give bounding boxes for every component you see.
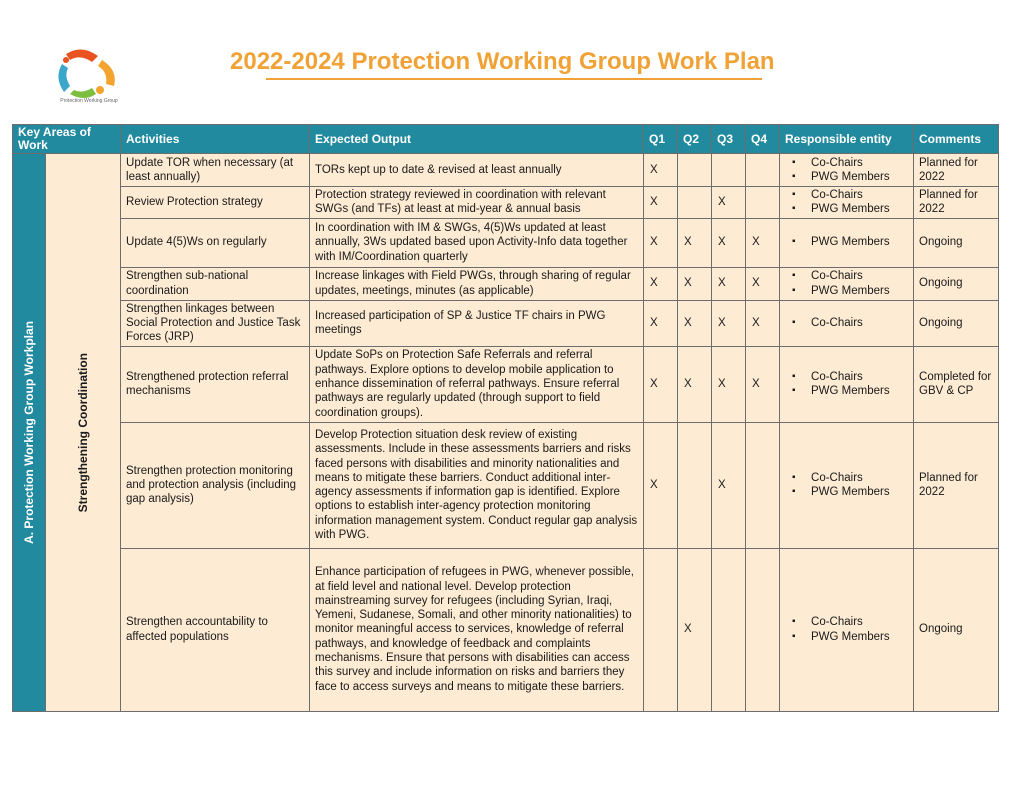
q2-cell: X: [678, 300, 712, 346]
output-cell: Enhance participation of refugees in PWG, whenever possible, at field level and national level. Develop protection mainstreaming survey for refugees (including Syrian, Iraqi, Yemeni, Sudanese, Somali, and other minority nationalities) to monitor meaningful access to services, knowledge of referral pathways, and knowledge of feedback and complaints mechanisms. Ensure that persons with disabilities can access this survey and include information on risks and barriers they face to access surveys and means to mitigate these barriers.: [310, 548, 644, 711]
responsible-item: ▪ Co-Chairs: [785, 370, 908, 384]
responsible-cell: [780, 548, 914, 711]
responsible-item: ▪ PWG Members: [785, 235, 908, 249]
table-row: [13, 154, 999, 187]
q4-cell: X: [746, 346, 780, 422]
q4-cell: X: [746, 300, 780, 346]
q4-cell: X: [746, 267, 780, 300]
responsible-cell: [780, 346, 914, 422]
header-q2: Q2: [678, 125, 712, 154]
q1-cell: X: [644, 346, 678, 422]
q2-cell: [678, 154, 712, 187]
header-expected-output: Expected Output: [310, 125, 644, 154]
activity-cell: Strengthen linkages between Social Protection and Justice Task Forces (JRP): [121, 300, 310, 346]
comment-cell: Planned for 2022: [914, 422, 999, 548]
responsible-item: ▪ PWG Members: [785, 170, 908, 184]
q3-cell: X: [712, 267, 746, 300]
table-header-row: [13, 125, 999, 154]
responsible-cell: [780, 267, 914, 300]
comment-cell: Ongoing: [914, 300, 999, 346]
q4-cell: X: [746, 218, 780, 267]
q3-cell: X: [712, 300, 746, 346]
q1-cell: X: [644, 300, 678, 346]
header-q3: Q3: [712, 125, 746, 154]
q1-cell: X: [644, 218, 678, 267]
activity-cell: Update 4(5)Ws on regularly: [121, 218, 310, 267]
output-cell: In coordination with IM & SWGs, 4(5)Ws updated at least annually, 3Ws updated based upon Activity-Info data together with IM/Coordination quarterly: [310, 218, 644, 267]
activity-cell: Strengthen protection monitoring and protection analysis (including gap analysis): [121, 422, 310, 548]
responsible-cell: [780, 300, 914, 346]
hands-logo-icon: [52, 46, 124, 116]
activity-cell: Review Protection strategy: [121, 187, 310, 219]
q2-cell: [678, 187, 712, 219]
header-comments: Comments: [914, 125, 999, 154]
output-cell: Increase linkages with Field PWGs, through sharing of regular updates, meetings, minutes (as applicable): [310, 267, 644, 300]
table-row: [13, 267, 999, 300]
comment-cell: Ongoing: [914, 548, 999, 711]
q3-cell: X: [712, 187, 746, 219]
responsible-cell: [780, 187, 914, 219]
q2-cell: X: [678, 346, 712, 422]
comment-cell: Planned for 2022: [914, 187, 999, 219]
table-row: [13, 422, 999, 548]
activity-cell: Strengthen accountability to affected populations: [121, 548, 310, 711]
title-underline: [266, 78, 762, 80]
comment-cell: Completed for GBV & CP: [914, 346, 999, 422]
responsible-cell: [780, 422, 914, 548]
responsible-item: ▪ Co-Chairs: [785, 188, 908, 202]
output-cell: Protection strategy reviewed in coordination with relevant SWGs (and TFs) at least at mid-year & annual basis: [310, 187, 644, 219]
table-row: [13, 218, 999, 267]
header-q1: Q1: [644, 125, 678, 154]
q2-cell: X: [678, 267, 712, 300]
output-cell: Update SoPs on Protection Safe Referrals and referral pathways. Explore options to develop mobile application to enhance dissemination of referral pathways. Ensure referral pathways are regularly updated (through support to field coordination groups).: [310, 346, 644, 422]
q3-cell: X: [712, 346, 746, 422]
q3-cell: X: [712, 218, 746, 267]
header-q4: Q4: [746, 125, 780, 154]
q4-cell: [746, 422, 780, 548]
q3-cell: [712, 154, 746, 187]
q4-cell: [746, 154, 780, 187]
responsible-cell: [780, 218, 914, 267]
responsible-item: ▪ PWG Members: [785, 202, 908, 216]
q2-cell: X: [678, 218, 712, 267]
header-activities: Activities: [121, 125, 310, 154]
table-row: [13, 187, 999, 219]
header-responsible: Responsible entity: [780, 125, 914, 154]
activity-cell: Update TOR when necessary (at least annually): [121, 154, 310, 187]
responsible-item: ▪ PWG Members: [785, 630, 908, 644]
responsible-item: ▪ PWG Members: [785, 384, 908, 398]
q3-cell: X: [712, 422, 746, 548]
q1-cell: X: [644, 267, 678, 300]
subsection-label: Strengthening Coordination: [75, 352, 90, 512]
table-row: [13, 346, 999, 422]
comment-cell: Ongoing: [914, 218, 999, 267]
logo-caption: Protection Working Group: [60, 98, 118, 104]
header-key-areas: Key Areas of Work: [13, 125, 121, 154]
page-title: 2022-2024 Protection Working Group Work Plan: [230, 48, 775, 75]
output-cell: TORs kept up to date & revised at least annually: [310, 154, 644, 187]
responsible-item: ▪ Co-Chairs: [785, 156, 908, 170]
responsible-cell: [780, 154, 914, 187]
subsection-label-cell: [46, 154, 121, 712]
q3-cell: [712, 548, 746, 711]
q2-cell: [678, 422, 712, 548]
q1-cell: X: [644, 154, 678, 187]
q2-cell: X: [678, 548, 712, 711]
section-label: A. Protection Working Group Workplan: [21, 320, 36, 544]
activity-cell: Strengthen sub-national coordination: [121, 267, 310, 300]
responsible-item: ▪ PWG Members: [785, 485, 908, 499]
q1-cell: X: [644, 187, 678, 219]
section-label-cell: [13, 154, 46, 712]
responsible-item: ▪ Co-Chairs: [785, 471, 908, 485]
work-plan-table: [12, 124, 999, 712]
q1-cell: [644, 548, 678, 711]
output-cell: Increased participation of SP & Justice TF chairs in PWG meetings: [310, 300, 644, 346]
activity-cell: Strengthened protection referral mechanisms: [121, 346, 310, 422]
responsible-item: ▪ PWG Members: [785, 284, 908, 298]
responsible-item: ▪ Co-Chairs: [785, 316, 908, 330]
table-row: [13, 548, 999, 711]
responsible-item: ▪ Co-Chairs: [785, 615, 908, 629]
q1-cell: X: [644, 422, 678, 548]
table-row: [13, 300, 999, 346]
output-cell: Develop Protection situation desk review of existing assessments. Include in these assessments barriers and risks faced persons with disabilities and minority nationalities and means to mitigate these barriers. Conduct additional inter-agency assessments if information gap is identified. Explore options to establish inter-agency protection monitoring information management system. Conduct regular gap analysis with PWG.: [310, 422, 644, 548]
comment-cell: Planned for 2022: [914, 154, 999, 187]
q4-cell: [746, 548, 780, 711]
q4-cell: [746, 187, 780, 219]
responsible-item: ▪ Co-Chairs: [785, 269, 908, 283]
comment-cell: Ongoing: [914, 267, 999, 300]
